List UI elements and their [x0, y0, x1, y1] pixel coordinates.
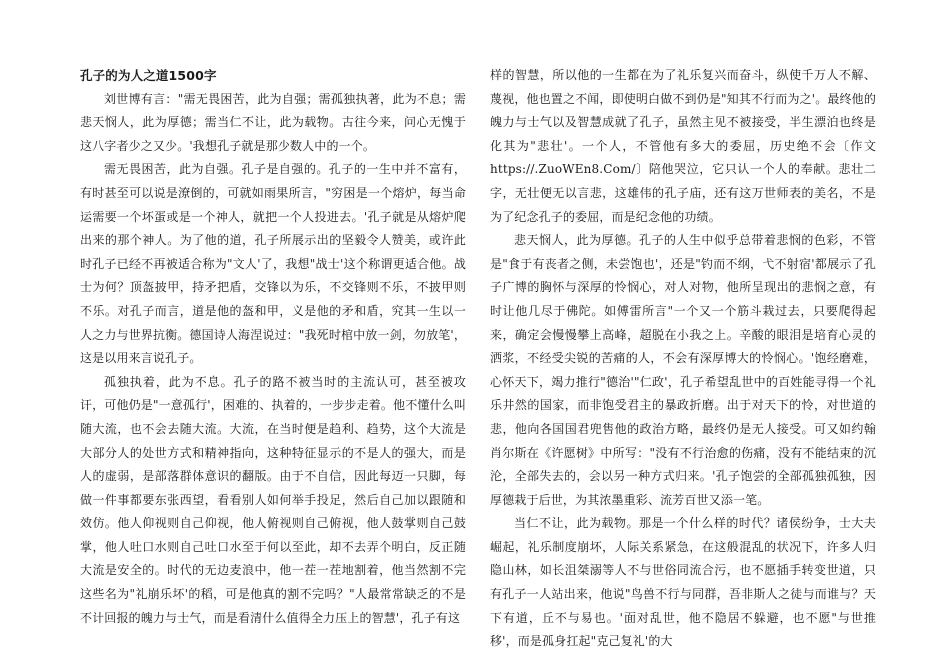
right-column [490, 64, 876, 654]
paragraph-perseverance: 孤独执着，此为不息。孔子的路不被当时的主流认可，甚至被攻讦，可他仍是"一意孤行'，困难的、执着的，一步步走着。他不懂什么叫随大流，也不会去随大流。大流，在当时便是趋利、趋势，这个大流是大部分人的处世方式和精神指向，这种特征显示的不是人的强大，而是人的虚弱，是部落群体意识的翻版。由于不自信，因此每迈一只脚，每做一件事都要东张西望，看看别人如何举手投足，然后自己加以跟随和效仿。他人仰视则自己仰视，他人俯视则自己俯视，他人鼓掌则自己鼓掌，他人吐口水则自己吐口水至于何以至此，却不去弄个明白，反正随大流是安全的。时代的无边麦浪中，他一茬一茬地割着，他当然割不完这些名为"礼崩乐坏'的稻，可是他真的割不完吗？"人最常常缺乏的不是不计回报的魄力与士气，而是看清什么值得全力压上的智慧'，孔子有这 [80, 374, 466, 625]
paragraph-compassion: 悲天悯人，此为厚德。孔子的人生中似乎总带着悲悯的色彩，不管是"食于有丧者之侧，未尝饱也'，还是"钓而不纲，弋不射宿'都展示了孔子广博的胸怀与深厚的怜悯心，对人对物，他所呈现出的悲悯之意，有时让他几尽于佛陀。如傅雷所言"一个又一个筋斗栽过去，只要爬得起来，确定会慢慢攀上高峰，超脱在小我之上。辛酸的眼泪是培育心灵的洒浆，不经受尖锐的苦痛的人，不会有深厚博大的怜悯心。'饱经磨难，心怀天下，竭力推行"德治'"仁政'，孔子希望乱世中的百姓能寻得一个礼乐井然的国家，而非饱受君主的暴政折磨。出于对天下的怜，对世道的悲，他向各国国君兜售他的政治方略，最终仍是无人接受。可又如约翰肖尔斯在《许愿树》中所写："没有不行治愈的伤痛，没有不能结束的沉沦，全部失去的，会以另一种方式归来。'孔子饱尝的全部孤独孤独，因厚德栽于后世，为其浓墨重彩、流芳百世又添一笔。 [490, 233, 876, 507]
paragraph-self-strength: 需无畏困苦，此为自强。孔子是自强的。孔子的一生中并不富有，有时甚至可以说是潦倒的，可就如雨果所言，"穷困是一个熔炉，每当命运需要一个坏蛋或是一个神人，就把一个人投进去。'孔子就是从熔炉爬出来的那个神人。为了他的道，孔子所展示出的坚毅令人赞美，或许此时孔子已经不再被适合称为"文人'了，我想"战士'这个称谓更适合他。战士为何？顶盔披甲，持矛把盾，交锋以为乐，不交锋则不乐，不披甲则不乐。对孔子而言，道是他的盔和甲，义是他的矛和盾，究其一生以一人之力与世界抗衡。德国诗人海涅说过："我死时棺中放一剑，勿放笔'，这是以用来言说孔子。 [80, 162, 466, 366]
document-title: 孔子的为人之道1500字 [80, 68, 217, 83]
paragraph-perseverance-continued: 样的智慧，所以他的一生都在为了礼乐复兴而奋斗，纵使千万人不解、蔑视，他也置之不闻，即使明白做不到仍是"知其不行而为之'。最终他的魄力与士气以及智慧成就了孔子，虽然主见不被接受，半生漂泊也终是化其为"悲壮'。一个人，不管他有多大的委屈，历史绝不会〔作文https://.ZuoWEn8.Com/〕陪他哭泣，它只认一个人的奉献。悲壮二字，无壮便无以言悲，这雄伟的孔子庙，还有这万世师表的美名，不是为了纪念孔子的委屈，而是纪念他的功绩。 [490, 68, 876, 224]
left-column [80, 64, 466, 630]
paragraph-responsibility: 当仁不让，此为载物。那是一个什么样的时代？诸侯纷争，士大夫崛起，礼乐制度崩坏，人际关系紧急，在这般混乱的状况下，许多人归隐山林，如长沮桀溺等人不与世俗同流合污，也不愿插手转变世道，只有孔子一人站出来，他说"鸟兽不行与同群，吾非斯人之徒与而谁与？天下有道，丘不与易也。'面对乱世，他不隐居不躲避，也不愿"与世推移'，而是孤身扛起"克己复礼'的大 [490, 516, 876, 649]
paragraph-intro: 刘世博有言："需无畏困苦，此为自强；需孤独执著，此为不息；需悲天悯人，此为厚德；需当仁不让，此为载物。古往今来，问心无愧于这八字者少之又少。'我想孔子就是那少数人中的一个。 [80, 91, 466, 153]
